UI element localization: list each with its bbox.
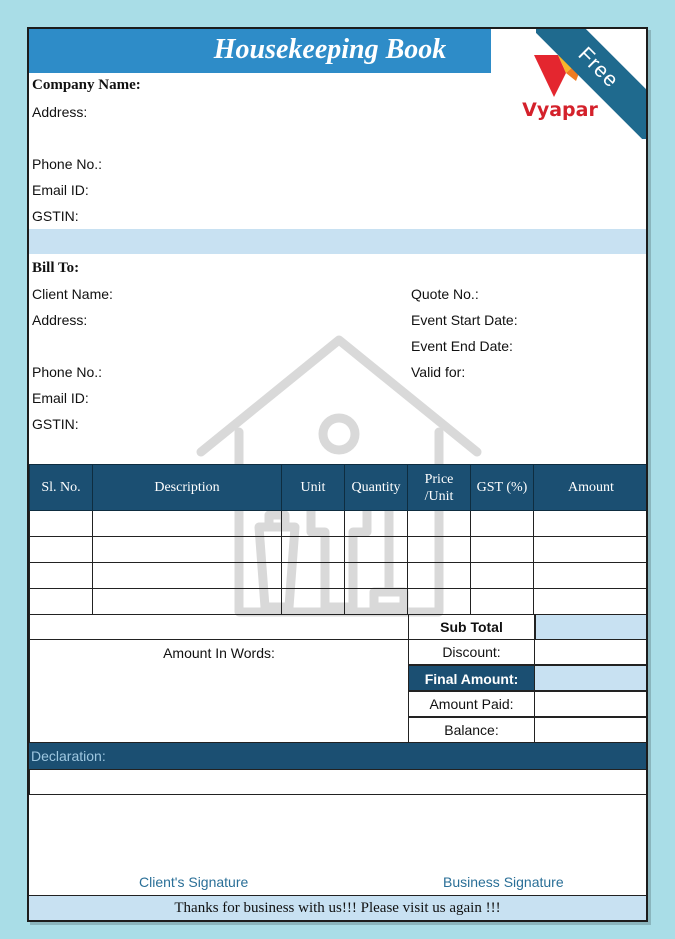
cell[interactable]	[408, 511, 471, 537]
table-row	[30, 511, 649, 537]
footer-message: Thanks for business with us!!! Please visit us again !!!	[29, 895, 646, 920]
col-price-unit	[408, 465, 471, 511]
table-row	[30, 537, 649, 563]
cell[interactable]	[534, 537, 649, 563]
col-amount: Amount	[534, 465, 649, 511]
table-row	[30, 589, 649, 615]
cell[interactable]	[534, 563, 649, 589]
declaration-field[interactable]	[29, 769, 648, 795]
amount-paid-value[interactable]	[534, 691, 648, 717]
brand-name: Vyapar	[522, 99, 598, 121]
cell[interactable]	[345, 563, 408, 589]
client-phone-label: Phone No.:	[32, 364, 103, 380]
company-address-label: Address:	[32, 104, 88, 120]
cell[interactable]	[282, 537, 345, 563]
col-description: Description	[93, 465, 282, 511]
col-gst: GST (%)	[471, 465, 534, 511]
cell[interactable]	[471, 537, 534, 563]
col-price-line1: Price	[424, 471, 454, 487]
cell[interactable]	[408, 589, 471, 615]
company-email-label: Email ID:	[32, 182, 89, 198]
col-sl-no: Sl. No.	[30, 465, 93, 511]
cell[interactable]	[282, 511, 345, 537]
cell[interactable]	[471, 511, 534, 537]
balance-label: Balance:	[444, 722, 499, 738]
cell[interactable]	[282, 563, 345, 589]
page-title: Housekeeping Book	[29, 29, 491, 73]
separator-band	[29, 229, 646, 254]
final-amount-label: Final Amount:	[408, 665, 535, 691]
cell[interactable]	[30, 511, 93, 537]
company-name-label: Company Name:	[32, 77, 141, 93]
sub-total-spacer	[29, 614, 409, 640]
cell[interactable]	[471, 563, 534, 589]
cell[interactable]	[30, 537, 93, 563]
sub-total-value[interactable]	[535, 614, 648, 640]
amount-in-words-label: Amount In Words:	[163, 645, 275, 661]
cell[interactable]	[534, 589, 649, 615]
cell[interactable]	[408, 537, 471, 563]
col-price-line2: /Unit	[424, 488, 454, 504]
cell[interactable]	[471, 589, 534, 615]
declaration-bar: Declaration:	[29, 743, 646, 769]
client-signature-label: Client's Signature	[139, 874, 249, 890]
valid-for-label: Valid for:	[411, 364, 466, 380]
company-phone-label: Phone No.:	[32, 156, 103, 172]
sub-total-label: Sub Total	[440, 619, 503, 635]
cell[interactable]	[408, 563, 471, 589]
cell[interactable]	[93, 537, 282, 563]
col-quantity: Quantity	[345, 465, 408, 511]
client-gstin-label: GSTIN:	[32, 416, 79, 432]
invoice-page	[27, 27, 648, 922]
cell[interactable]	[345, 589, 408, 615]
free-badge: Free	[536, 29, 646, 139]
event-end-date-label: Event End Date:	[411, 338, 513, 354]
client-email-label: Email ID:	[32, 390, 89, 406]
cell[interactable]	[93, 511, 282, 537]
cell[interactable]	[534, 511, 649, 537]
table-header-row	[30, 465, 649, 511]
client-name-label: Client Name:	[32, 286, 113, 302]
company-gstin-label: GSTIN:	[32, 208, 79, 224]
cell[interactable]	[93, 563, 282, 589]
cell[interactable]	[30, 563, 93, 589]
quote-no-label: Quote No.:	[411, 286, 479, 302]
vyapar-logo-icon	[530, 51, 590, 101]
cell[interactable]	[30, 589, 93, 615]
discount-label: Discount:	[442, 644, 501, 660]
client-address-label: Address:	[32, 312, 88, 328]
final-amount-value[interactable]	[534, 665, 648, 691]
event-start-date-label: Event Start Date:	[411, 312, 518, 328]
amount-paid-label: Amount Paid:	[429, 696, 514, 712]
balance-value[interactable]	[534, 717, 648, 743]
cell[interactable]	[345, 537, 408, 563]
discount-value[interactable]	[534, 639, 648, 665]
vyapar-logo	[522, 51, 598, 129]
items-table	[29, 464, 648, 615]
bill-to-heading: Bill To:	[32, 260, 80, 276]
business-signature-label: Business Signature	[443, 874, 564, 890]
cell[interactable]	[345, 511, 408, 537]
col-unit: Unit	[282, 465, 345, 511]
cell[interactable]	[93, 589, 282, 615]
table-row	[30, 563, 649, 589]
cell[interactable]	[282, 589, 345, 615]
